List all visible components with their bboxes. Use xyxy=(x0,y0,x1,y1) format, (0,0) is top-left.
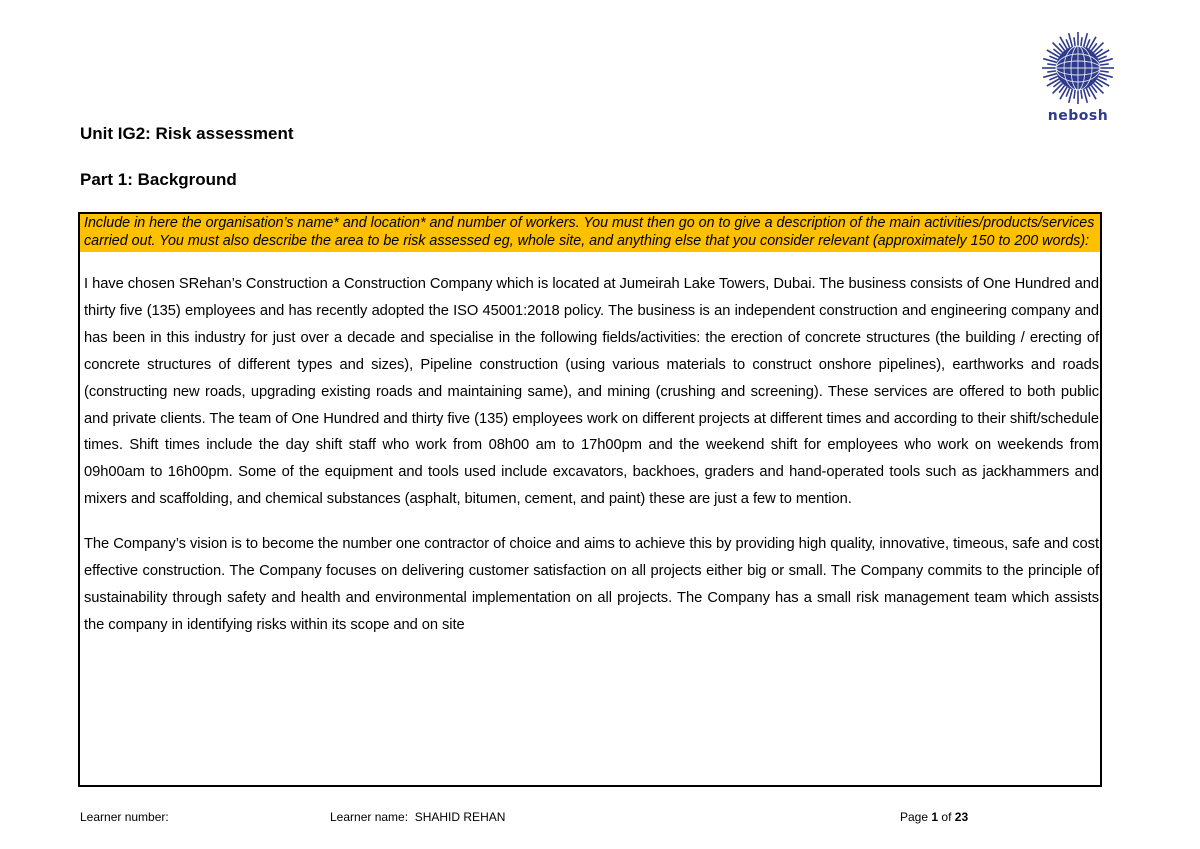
nebosh-logo xyxy=(1040,28,1116,124)
logo-wordmark: nebosh xyxy=(1047,108,1109,124)
learner-number-label: Learner number: xyxy=(80,810,169,824)
page-label: Page xyxy=(900,810,929,824)
unit-title: Unit IG2: Risk assessment xyxy=(80,124,294,143)
answer-paragraph-1: I have chosen SRehan’s Construction a Construction Company which is located at Jumeirah Lake Towers, Dubai. The business consists of One Hundred and thirty five (135) employees and has recently adopted the ISO 45001:2018 policy. The business is an independent construction and engineering company and has been in this industry for just over a decade and specialise in the following fields/activities: the erection of concrete structures (the building / erecting of concrete structures of different types and sizes), Pipeline construction (using various materials to construct onshore pipelines), earthworks and roads (constructing new roads, upgrading existing roads and maintaining same), and mining (crushing and screening). These services are offered to both public and private clients. The team of One Hundred and thirty five (135) employees work on different projects at different times and according to their shift/schedule times. Shift times include the day shift staff who work from 08h00 am to 17h00pm and the weekend shift for employees who work on weekends from 09h00am to 16h00pm. Some of the equipment and tools used include excavators, backhoes, graders and hand-operated tools such as jackhammers and mixers and scaffolding, and chemical substances (asphalt, bitumen, cement, and paint) these are just a few to mention. xyxy=(84,276,1099,508)
background-answer-box xyxy=(78,212,1102,787)
part-title: Part 1: Background xyxy=(80,170,237,189)
learner-name-value: SHAHID REHAN xyxy=(414,810,506,824)
learner-name-label: Learner name: xyxy=(330,810,409,824)
learner-name xyxy=(330,810,505,824)
nebosh-globe-icon xyxy=(1040,28,1116,108)
page-total: 23 xyxy=(954,810,969,824)
instructions-text: Include in here the organisation’s name* and location* and number of workers. You must then go on to give a description of the main activities/products/services carried out. You must also describe the area to be risk assessed eg, whole site, and anything else that you consider relevant (approximately 150 to 200 words): xyxy=(80,214,1100,252)
page-of: of xyxy=(941,810,952,824)
answer-paragraph-2: The Company’s vision is to become the number one contractor of choice and aims to achieve this by providing high quality, innovative, timeous, safe and cost effective construction. The Company focuses on delivering customer satisfaction on all projects either big or small. The Company commits to the principle of sustainability through safety and health and environmental implementation on all projects. The Company has a small risk management team which assists the company in identifying risks within its scope and on site xyxy=(84,536,1099,633)
page-current: 1 xyxy=(931,810,939,824)
page-indicator xyxy=(900,810,968,824)
